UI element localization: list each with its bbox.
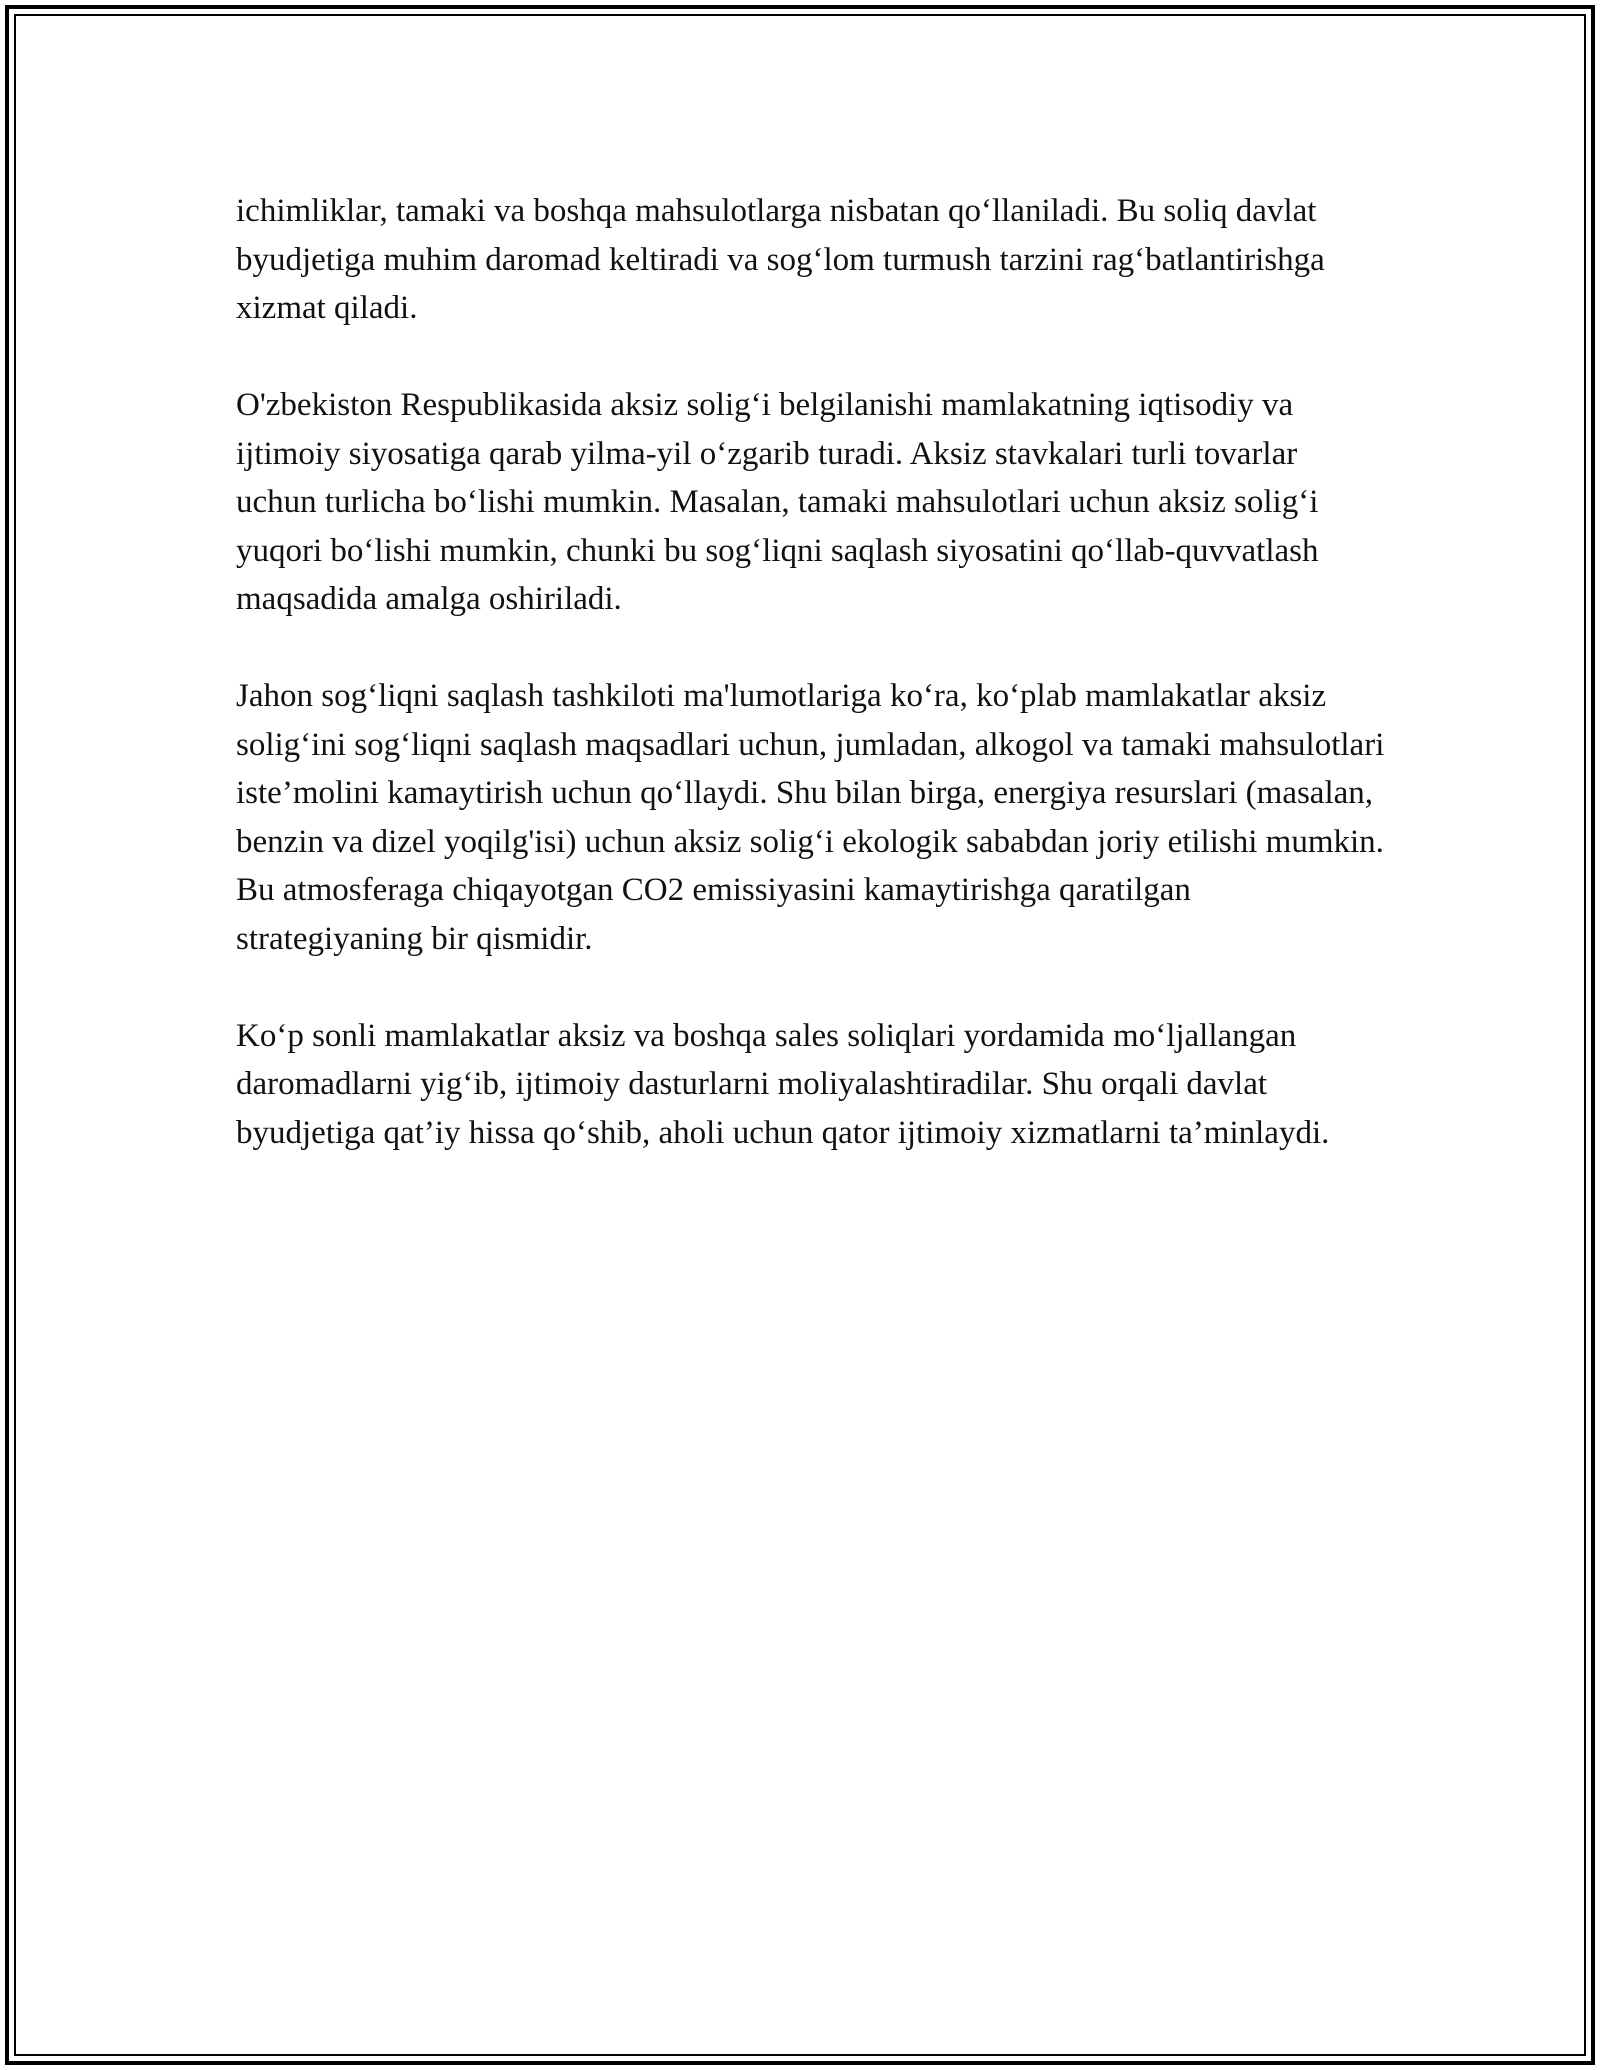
paragraph-1: ichimliklar, tamaki va boshqa mahsulotlarga nisbatan qo‘llaniladi. Bu soliq davlat byudjetiga muhim daromad keltiradi va sog‘lom turmush tarzini rag‘batlantirishga xizmat qiladi.	[236, 193, 1325, 326]
paragraph-3: Jahon sog‘liqni saqlash tashkiloti ma'lumotlariga ko‘ra, ko‘plab mamlakatlar aksiz solig‘ini sog‘liqni saqlash maqsadlari uchun, jumladan, alkogol va tamaki mahsulotlari iste’molini kamaytirish uchun qo‘llaydi. Shu bilan birga, energiya resurslari (masalan, benzin va dizel yoqilg'isi) uchun aksiz solig‘i ekologik sababdan joriy etilishi mumkin. Bu atmosferaga chiqayotgan CO2 emissiyasini kamaytirishga qaratilgan strategiyaning bir qismidir.	[236, 678, 1385, 957]
paragraph-2: O'zbekiston Respublikasida aksiz solig‘i belgilanishi mamlakatning iqtisodiy va ijtimoiy siyosatiga qarab yilma-yil o‘zgarib turadi. Aksiz stavkalari turli tovarlar uchun turlicha bo‘lishi mumkin. Masalan, tamaki mahsulotlari uchun aksiz solig‘i yuqori bo‘lishi mumkin, chunki bu sog‘liqni saqlash siyosatini qo‘llab-quvvatlash maqsadida amalga oshiriladi.	[236, 387, 1319, 617]
document-body	[236, 187, 1386, 1206]
paragraph-4: Ko‘p sonli mamlakatlar aksiz va boshqa sales soliqlari yordamida mo‘ljallangan daromadlarni yig‘ib, ijtimoiy dasturlarni moliyalashtiradilar. Shu orqali davlat byudjetiga qat’iy hissa qo‘shib, aholi uchun qator ijtimoiy xizmatlarni ta’minlaydi.	[236, 1017, 1330, 1151]
